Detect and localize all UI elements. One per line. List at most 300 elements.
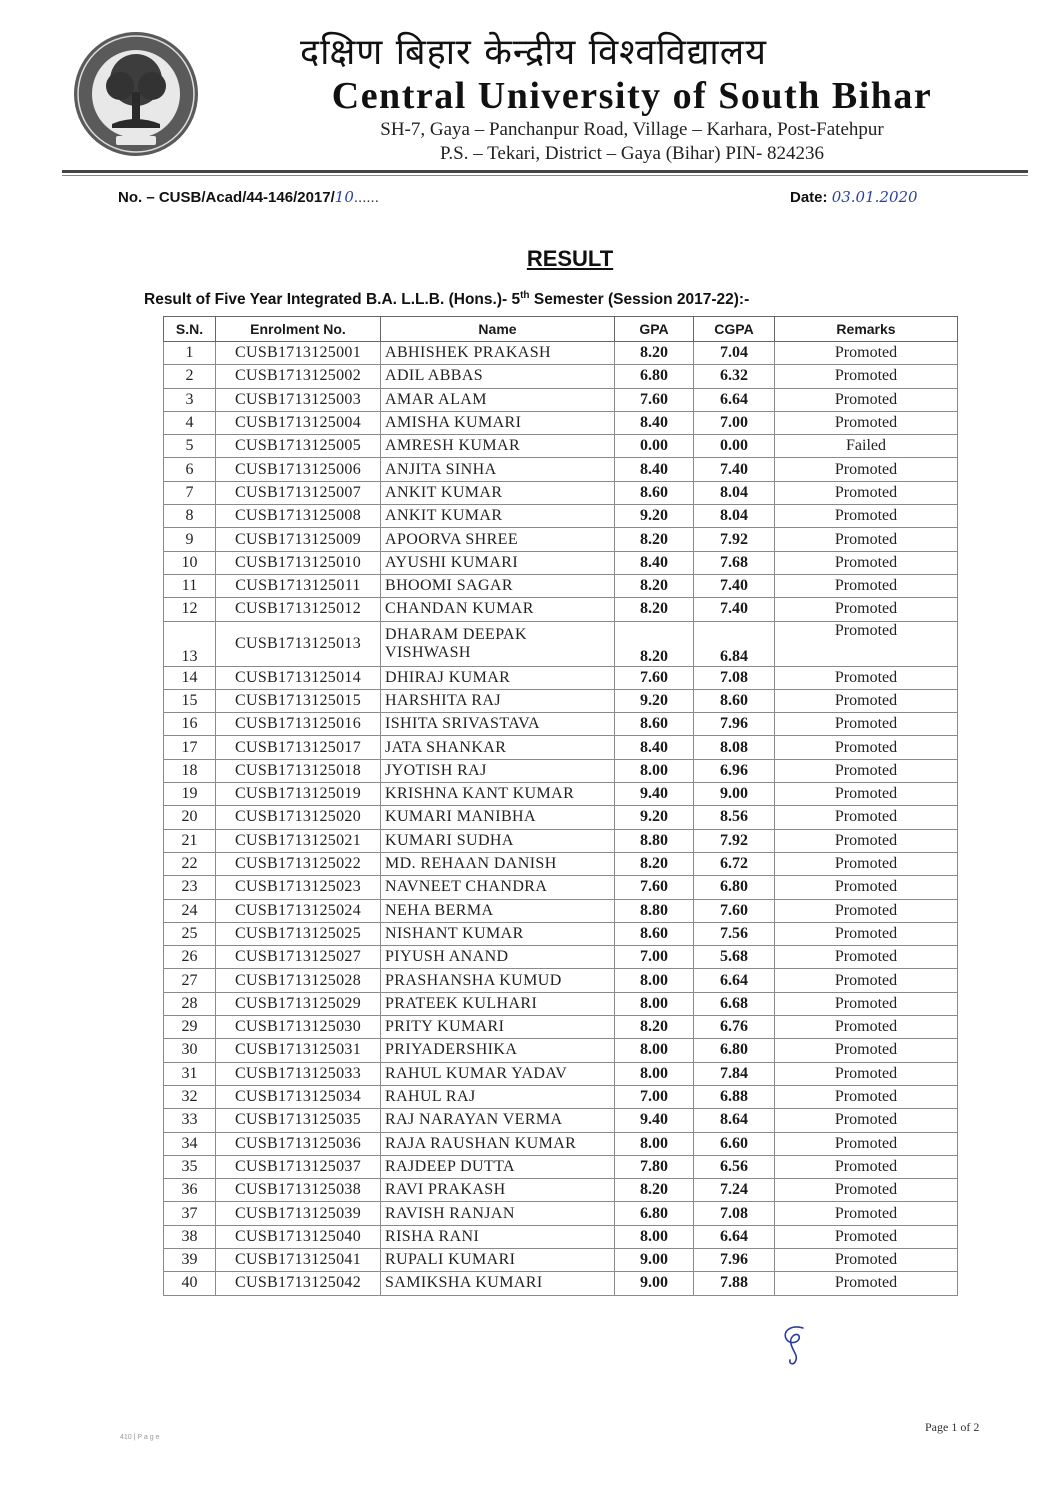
cell-cgpa: 7.08 <box>694 1202 775 1225</box>
cell-sn: 23 <box>164 876 216 899</box>
table-row <box>164 876 958 899</box>
table-row <box>164 1062 958 1085</box>
cell-cgpa: 7.40 <box>694 598 775 621</box>
cell-remarks: Promoted <box>775 551 958 574</box>
table-row <box>164 1272 958 1295</box>
cell-cgpa: 7.84 <box>694 1062 775 1085</box>
cell-cgpa: 7.40 <box>694 458 775 481</box>
cell-remarks: Failed <box>775 435 958 458</box>
cell-gpa: 8.20 <box>615 528 694 551</box>
table-row <box>164 1202 958 1225</box>
table-row <box>164 946 958 969</box>
cell-name: RAVISH RANJAN <box>381 1202 615 1225</box>
cell-name: KUMARI SUDHA <box>381 829 615 852</box>
cell-sn: 8 <box>164 505 216 528</box>
table-row <box>164 1132 958 1155</box>
table-row <box>164 435 958 458</box>
results-table-body <box>164 342 958 1296</box>
cell-gpa: 8.20 <box>615 1016 694 1039</box>
cell-enrolment: CUSB1713125041 <box>216 1248 381 1271</box>
cell-remarks: Promoted <box>775 992 958 1015</box>
cell-remarks: Promoted <box>775 806 958 829</box>
reference-number <box>118 188 379 206</box>
cell-gpa: 8.60 <box>615 922 694 945</box>
cell-sn: 6 <box>164 458 216 481</box>
cell-enrolment: CUSB1713125002 <box>216 365 381 388</box>
cell-cgpa: 6.64 <box>694 388 775 411</box>
cell-enrolment: CUSB1713125040 <box>216 1225 381 1248</box>
cell-sn: 26 <box>164 946 216 969</box>
cell-enrolment: CUSB1713125033 <box>216 1062 381 1085</box>
table-row <box>164 713 958 736</box>
cell-remarks: Promoted <box>775 1272 958 1295</box>
cell-name: MD. REHAAN DANISH <box>381 852 615 875</box>
cell-sn: 31 <box>164 1062 216 1085</box>
table-row <box>164 458 958 481</box>
header-divider <box>62 170 1028 173</box>
cell-cgpa: 6.76 <box>694 1016 775 1039</box>
table-row <box>164 806 958 829</box>
table-row <box>164 551 958 574</box>
cell-cgpa: 6.72 <box>694 852 775 875</box>
university-address <box>232 118 1032 166</box>
cell-remarks: Promoted <box>775 759 958 782</box>
cell-sn: 34 <box>164 1132 216 1155</box>
cell-name: HARSHITA RAJ <box>381 689 615 712</box>
table-row <box>164 1085 958 1108</box>
cell-cgpa: 8.04 <box>694 481 775 504</box>
cell-remarks: Promoted <box>775 1039 958 1062</box>
cell-sn: 1 <box>164 342 216 365</box>
table-row <box>164 621 958 666</box>
cell-cgpa: 8.64 <box>694 1109 775 1132</box>
cell-remarks: Promoted <box>775 458 958 481</box>
cell-sn: 36 <box>164 1179 216 1202</box>
reference-value: 10 <box>334 188 354 206</box>
cell-name: RAHUL RAJ <box>381 1085 615 1108</box>
cell-cgpa: 5.68 <box>694 946 775 969</box>
cell-name: ANKIT KUMAR <box>381 505 615 528</box>
cell-sn: 37 <box>164 1202 216 1225</box>
cell-name: PIYUSH ANAND <box>381 946 615 969</box>
letterhead <box>0 0 1060 175</box>
cell-cgpa: 7.92 <box>694 829 775 852</box>
table-row <box>164 736 958 759</box>
cell-cgpa: 8.04 <box>694 505 775 528</box>
cell-gpa: 9.20 <box>615 505 694 528</box>
cell-gpa: 7.60 <box>615 388 694 411</box>
cell-sn: 19 <box>164 783 216 806</box>
cell-remarks: Promoted <box>775 922 958 945</box>
cell-sn: 3 <box>164 388 216 411</box>
cell-remarks: Promoted <box>775 1062 958 1085</box>
cell-sn: 16 <box>164 713 216 736</box>
cell-cgpa: 7.04 <box>694 342 775 365</box>
table-row <box>164 992 958 1015</box>
cell-gpa: 9.00 <box>615 1272 694 1295</box>
cell-gpa: 9.40 <box>615 783 694 806</box>
table-row <box>164 1016 958 1039</box>
cell-remarks: Promoted <box>775 574 958 597</box>
caption-superscript: th <box>520 290 530 301</box>
caption-suffix: Semester (Session 2017-22):- <box>529 291 750 309</box>
cell-name: AMISHA KUMARI <box>381 411 615 434</box>
table-row <box>164 783 958 806</box>
table-header-row <box>164 317 958 342</box>
cell-name: DHARAM DEEPAK VISHWASH <box>381 621 615 666</box>
cell-name: RAJA RAUSHAN KUMAR <box>381 1132 615 1155</box>
cell-cgpa: 7.00 <box>694 411 775 434</box>
table-row <box>164 899 958 922</box>
cell-cgpa: 7.96 <box>694 1248 775 1271</box>
cell-remarks: Promoted <box>775 1085 958 1108</box>
cell-cgpa: 6.80 <box>694 1039 775 1062</box>
cell-gpa: 9.00 <box>615 1248 694 1271</box>
cell-name: ABHISHEK PRAKASH <box>381 342 615 365</box>
table-row <box>164 852 958 875</box>
cell-enrolment: CUSB1713125036 <box>216 1132 381 1155</box>
table-row <box>164 1109 958 1132</box>
cell-enrolment: CUSB1713125011 <box>216 574 381 597</box>
cell-remarks: Promoted <box>775 1248 958 1271</box>
cell-remarks: Promoted <box>775 899 958 922</box>
table-row <box>164 1155 958 1178</box>
cell-remarks: Promoted <box>775 388 958 411</box>
cell-gpa: 8.20 <box>615 342 694 365</box>
cell-remarks: Promoted <box>775 783 958 806</box>
cell-enrolment: CUSB1713125013 <box>216 621 381 666</box>
cell-name: PRASHANSHA KUMUD <box>381 969 615 992</box>
table-row <box>164 1248 958 1271</box>
cell-enrolment: CUSB1713125029 <box>216 992 381 1015</box>
cell-name: NEHA BERMA <box>381 899 615 922</box>
cell-remarks: Promoted <box>775 1016 958 1039</box>
cell-sn: 2 <box>164 365 216 388</box>
cell-name: CHANDAN KUMAR <box>381 598 615 621</box>
table-row <box>164 969 958 992</box>
cell-remarks: Promoted <box>775 1179 958 1202</box>
table-row <box>164 574 958 597</box>
cell-sn: 22 <box>164 852 216 875</box>
cell-sn: 9 <box>164 528 216 551</box>
cell-remarks: Promoted <box>775 829 958 852</box>
cell-cgpa: 6.32 <box>694 365 775 388</box>
cell-sn: 21 <box>164 829 216 852</box>
cell-gpa: 8.40 <box>615 736 694 759</box>
cell-sn: 32 <box>164 1085 216 1108</box>
cell-sn: 11 <box>164 574 216 597</box>
table-row <box>164 922 958 945</box>
cell-gpa: 0.00 <box>615 435 694 458</box>
cell-sn: 40 <box>164 1272 216 1295</box>
cell-remarks: Promoted <box>775 598 958 621</box>
cell-sn: 13 <box>164 621 216 666</box>
cell-remarks: Promoted <box>775 736 958 759</box>
cell-enrolment: CUSB1713125021 <box>216 829 381 852</box>
table-row <box>164 342 958 365</box>
cell-gpa: 9.40 <box>615 1109 694 1132</box>
cell-gpa: 8.60 <box>615 481 694 504</box>
signature-icon <box>775 1322 815 1368</box>
date-label: Date: <box>790 189 832 206</box>
cell-sn: 27 <box>164 969 216 992</box>
cell-remarks: Promoted <box>775 1155 958 1178</box>
table-row <box>164 528 958 551</box>
cell-name: PRATEEK KULHARI <box>381 992 615 1015</box>
cell-enrolment: CUSB1713125035 <box>216 1109 381 1132</box>
cell-remarks: Promoted <box>775 481 958 504</box>
table-row <box>164 505 958 528</box>
cell-sn: 7 <box>164 481 216 504</box>
cell-cgpa: 7.68 <box>694 551 775 574</box>
cell-sn: 29 <box>164 1016 216 1039</box>
date-value: 03.01.2020 <box>831 188 918 206</box>
cell-gpa: 8.40 <box>615 411 694 434</box>
cell-remarks: Promoted <box>775 713 958 736</box>
cell-name: AYUSHI KUMARI <box>381 551 615 574</box>
cell-sn: 12 <box>164 598 216 621</box>
cell-gpa: 8.00 <box>615 1225 694 1248</box>
cell-gpa: 8.40 <box>615 458 694 481</box>
cell-remarks: Promoted <box>775 411 958 434</box>
cell-cgpa: 8.60 <box>694 689 775 712</box>
cell-cgpa: 8.08 <box>694 736 775 759</box>
column-header-gpa: GPA <box>615 317 694 342</box>
header-divider-thin <box>62 175 1028 176</box>
cell-enrolment: CUSB1713125006 <box>216 458 381 481</box>
cell-enrolment: CUSB1713125024 <box>216 899 381 922</box>
table-row <box>164 1039 958 1062</box>
cell-remarks: Promoted <box>775 666 958 689</box>
cell-gpa: 8.00 <box>615 1132 694 1155</box>
reference-dots: ...... <box>353 189 379 206</box>
results-table <box>163 316 958 1296</box>
cell-cgpa: 6.64 <box>694 969 775 992</box>
cell-cgpa: 7.96 <box>694 713 775 736</box>
table-row <box>164 1225 958 1248</box>
cell-enrolment: CUSB1713125017 <box>216 736 381 759</box>
cell-gpa: 8.80 <box>615 899 694 922</box>
cell-name: ANJITA SINHA <box>381 458 615 481</box>
cell-gpa: 6.80 <box>615 1202 694 1225</box>
cell-cgpa: 7.60 <box>694 899 775 922</box>
footer-page-mark: 410 | P a g e <box>120 1434 160 1441</box>
cell-name: AMAR ALAM <box>381 388 615 411</box>
column-header-enrolment: Enrolment No. <box>216 317 381 342</box>
cell-cgpa: 7.08 <box>694 666 775 689</box>
table-row <box>164 689 958 712</box>
cell-gpa: 7.80 <box>615 1155 694 1178</box>
cell-enrolment: CUSB1713125023 <box>216 876 381 899</box>
cell-gpa: 8.80 <box>615 829 694 852</box>
table-row <box>164 829 958 852</box>
table-row <box>164 759 958 782</box>
cell-sn: 5 <box>164 435 216 458</box>
cell-gpa: 7.00 <box>615 946 694 969</box>
document-date <box>790 188 918 206</box>
cell-sn: 33 <box>164 1109 216 1132</box>
cell-gpa: 8.00 <box>615 992 694 1015</box>
cell-sn: 14 <box>164 666 216 689</box>
cell-sn: 4 <box>164 411 216 434</box>
cell-name: SAMIKSHA KUMARI <box>381 1272 615 1295</box>
cell-gpa: 9.20 <box>615 806 694 829</box>
cell-sn: 30 <box>164 1039 216 1062</box>
table-row <box>164 388 958 411</box>
university-title-hindi: दक्षिण बिहार केन्द्रीय विश्वविद्यालय <box>300 32 768 73</box>
cell-remarks: Promoted <box>775 621 958 666</box>
cell-cgpa: 0.00 <box>694 435 775 458</box>
cell-gpa: 8.00 <box>615 1039 694 1062</box>
reference-label: No. – CUSB/Acad/44-146/2017/ <box>118 189 335 206</box>
cell-name: RISHA RANI <box>381 1225 615 1248</box>
cell-cgpa: 7.56 <box>694 922 775 945</box>
cell-name: BHOOMI SAGAR <box>381 574 615 597</box>
cell-name: APOORVA SHREE <box>381 528 615 551</box>
address-line-2: P.S. – Tekari, District – Gaya (Bihar) PIN- 824236 <box>439 143 825 164</box>
cell-remarks: Promoted <box>775 876 958 899</box>
cell-cgpa: 6.60 <box>694 1132 775 1155</box>
cell-sn: 20 <box>164 806 216 829</box>
cell-remarks: Promoted <box>775 505 958 528</box>
cell-cgpa: 6.96 <box>694 759 775 782</box>
university-emblem-icon <box>72 30 200 158</box>
cell-gpa: 8.00 <box>615 969 694 992</box>
cell-gpa: 8.20 <box>615 852 694 875</box>
cell-gpa: 6.80 <box>615 365 694 388</box>
cell-enrolment: CUSB1713125015 <box>216 689 381 712</box>
cell-remarks: Promoted <box>775 1202 958 1225</box>
cell-sn: 28 <box>164 992 216 1015</box>
table-row <box>164 598 958 621</box>
cell-gpa: 9.20 <box>615 689 694 712</box>
address-line-1: SH-7, Gaya – Panchanpur Road, Village – Karhara, Post-Fatehpur <box>380 119 884 140</box>
cell-sn: 24 <box>164 899 216 922</box>
cell-gpa: 8.20 <box>615 1179 694 1202</box>
cell-cgpa: 6.80 <box>694 876 775 899</box>
cell-name: NAVNEET CHANDRA <box>381 876 615 899</box>
cell-gpa: 7.60 <box>615 666 694 689</box>
cell-enrolment: CUSB1713125016 <box>216 713 381 736</box>
table-row <box>164 1179 958 1202</box>
cell-enrolment: CUSB1713125038 <box>216 1179 381 1202</box>
cell-enrolment: CUSB1713125042 <box>216 1272 381 1295</box>
cell-remarks: Promoted <box>775 1109 958 1132</box>
cell-enrolment: CUSB1713125039 <box>216 1202 381 1225</box>
cell-gpa: 7.60 <box>615 876 694 899</box>
cell-remarks: Promoted <box>775 969 958 992</box>
cell-cgpa: 6.56 <box>694 1155 775 1178</box>
cell-remarks: Promoted <box>775 689 958 712</box>
cell-enrolment: CUSB1713125012 <box>216 598 381 621</box>
cell-name: PRIYADERSHIKA <box>381 1039 615 1062</box>
cell-gpa: 8.00 <box>615 759 694 782</box>
cell-enrolment: CUSB1713125004 <box>216 411 381 434</box>
column-header-sn: S.N. <box>164 317 216 342</box>
table-row <box>164 666 958 689</box>
cell-sn: 18 <box>164 759 216 782</box>
cell-remarks: Promoted <box>775 365 958 388</box>
cell-name: RAHUL KUMAR YADAV <box>381 1062 615 1085</box>
result-heading: RESULT <box>526 246 614 271</box>
cell-remarks: Promoted <box>775 528 958 551</box>
cell-name: AMRESH KUMAR <box>381 435 615 458</box>
cell-gpa: 8.20 <box>615 574 694 597</box>
cell-gpa: 8.60 <box>615 713 694 736</box>
cell-gpa: 8.20 <box>615 621 694 666</box>
cell-name: JYOTISH RAJ <box>381 759 615 782</box>
cell-gpa: 7.00 <box>615 1085 694 1108</box>
cell-remarks: Promoted <box>775 1225 958 1248</box>
cell-enrolment: CUSB1713125027 <box>216 946 381 969</box>
cell-enrolment: CUSB1713125028 <box>216 969 381 992</box>
cell-cgpa: 9.00 <box>694 783 775 806</box>
cell-enrolment: CUSB1713125025 <box>216 922 381 945</box>
caption-prefix: Result of Five Year Integrated B.A. L.L.B. (Hons.)- 5 <box>144 291 521 309</box>
university-title-english: Central University of South Bihar <box>331 75 933 117</box>
cell-name: PRITY KUMARI <box>381 1016 615 1039</box>
cell-enrolment: CUSB1713125001 <box>216 342 381 365</box>
cell-remarks: Promoted <box>775 1132 958 1155</box>
cell-enrolment: CUSB1713125020 <box>216 806 381 829</box>
cell-remarks: Promoted <box>775 852 958 875</box>
column-header-name: Name <box>381 317 615 342</box>
cell-cgpa: 7.40 <box>694 574 775 597</box>
cell-remarks: Promoted <box>775 342 958 365</box>
cell-enrolment: CUSB1713125019 <box>216 783 381 806</box>
cell-sn: 35 <box>164 1155 216 1178</box>
cell-cgpa: 7.92 <box>694 528 775 551</box>
cell-name: RAJ NARAYAN VERMA <box>381 1109 615 1132</box>
cell-name: JATA SHANKAR <box>381 736 615 759</box>
cell-cgpa: 6.88 <box>694 1085 775 1108</box>
cell-enrolment: CUSB1713125009 <box>216 528 381 551</box>
cell-sn: 38 <box>164 1225 216 1248</box>
cell-cgpa: 7.88 <box>694 1272 775 1295</box>
cell-sn: 25 <box>164 922 216 945</box>
cell-cgpa: 6.84 <box>694 621 775 666</box>
column-header-cgpa: CGPA <box>694 317 775 342</box>
cell-name: NISHANT KUMAR <box>381 922 615 945</box>
cell-enrolment: CUSB1713125037 <box>216 1155 381 1178</box>
cell-sn: 10 <box>164 551 216 574</box>
cell-name: RAJDEEP DUTTA <box>381 1155 615 1178</box>
cell-name: ANKIT KUMAR <box>381 481 615 504</box>
cell-name: DHIRAJ KUMAR <box>381 666 615 689</box>
cell-enrolment: CUSB1713125008 <box>216 505 381 528</box>
cell-enrolment: CUSB1713125022 <box>216 852 381 875</box>
cell-name: RUPALI KUMARI <box>381 1248 615 1271</box>
page-number: Page 1 of 2 <box>925 1420 980 1434</box>
cell-enrolment: CUSB1713125007 <box>216 481 381 504</box>
result-caption <box>144 290 749 309</box>
cell-enrolment: CUSB1713125003 <box>216 388 381 411</box>
cell-sn: 15 <box>164 689 216 712</box>
cell-enrolment: CUSB1713125005 <box>216 435 381 458</box>
cell-enrolment: CUSB1713125010 <box>216 551 381 574</box>
cell-enrolment: CUSB1713125018 <box>216 759 381 782</box>
table-row <box>164 411 958 434</box>
cell-name: RAVI PRAKASH <box>381 1179 615 1202</box>
cell-name: KUMARI MANIBHA <box>381 806 615 829</box>
cell-name: KRISHNA KANT KUMAR <box>381 783 615 806</box>
cell-enrolment: CUSB1713125031 <box>216 1039 381 1062</box>
cell-cgpa: 6.68 <box>694 992 775 1015</box>
cell-remarks: Promoted <box>775 946 958 969</box>
column-header-remarks: Remarks <box>775 317 958 342</box>
cell-enrolment: CUSB1713125014 <box>216 666 381 689</box>
cell-gpa: 8.20 <box>615 598 694 621</box>
